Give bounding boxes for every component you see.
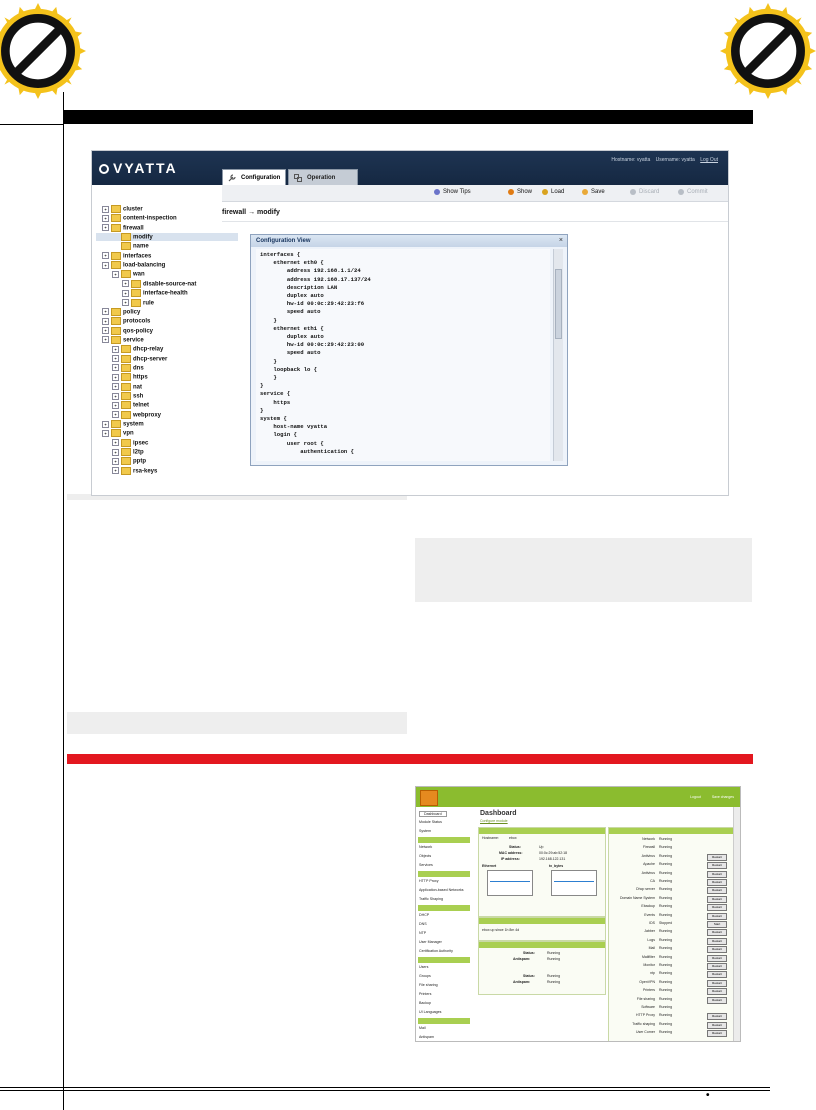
logout-link[interactable]: Logout bbox=[690, 795, 701, 799]
save-changes-link[interactable]: Save changes bbox=[711, 795, 734, 799]
tab-configuration[interactable]: Configuration bbox=[222, 169, 286, 185]
tree-item-dns[interactable]: + dns bbox=[112, 364, 144, 372]
ebox-logo-icon bbox=[420, 790, 438, 806]
mail-status-value: Running bbox=[547, 951, 561, 955]
tree-item-rule[interactable]: + rule bbox=[122, 299, 154, 307]
hostname-label: Hostname: bbox=[482, 836, 499, 840]
user-info bbox=[607, 157, 718, 163]
logout-link[interactable]: Log Out bbox=[700, 157, 718, 163]
vertical-scrollbar[interactable] bbox=[553, 249, 563, 461]
restart-button[interactable]: Restart bbox=[707, 971, 727, 978]
sidebar-item-users[interactable]: Users bbox=[419, 965, 429, 969]
tree-item-interfaces[interactable]: + interfaces bbox=[102, 252, 151, 260]
service-name: Antivirus bbox=[641, 853, 655, 858]
expand-icon[interactable]: + bbox=[102, 318, 109, 325]
restart-button[interactable]: Restart bbox=[707, 913, 727, 920]
restart-button[interactable]: Restart bbox=[707, 980, 727, 987]
service-status: Running bbox=[659, 845, 673, 850]
sidebar-item-application-based-networks[interactable]: Application-based Networks bbox=[419, 888, 464, 892]
mac-label: MAC address: bbox=[499, 851, 523, 855]
expand-icon[interactable]: + bbox=[112, 346, 119, 353]
expand-icon[interactable]: + bbox=[102, 215, 109, 222]
service-status: Running bbox=[659, 1013, 673, 1018]
status-label: Status: bbox=[509, 845, 521, 849]
tree-item-content-inspection[interactable]: + content-inspection bbox=[102, 214, 177, 222]
folder-icon bbox=[121, 457, 131, 465]
section-divider-red bbox=[67, 754, 753, 764]
tree-item-https[interactable]: + https bbox=[112, 373, 148, 381]
graph-label: Ethernet bbox=[482, 864, 497, 868]
discard-button[interactable]: Discard bbox=[630, 189, 659, 195]
expand-icon[interactable]: + bbox=[102, 252, 109, 259]
expand-icon[interactable]: + bbox=[102, 336, 109, 343]
folder-icon bbox=[121, 270, 131, 278]
restart-button[interactable]: Restart bbox=[707, 938, 727, 945]
page-title: Dashboard bbox=[480, 810, 517, 817]
service-name: Domain Name System bbox=[619, 895, 655, 900]
restart-button[interactable]: Restart bbox=[707, 1030, 727, 1037]
folder-icon bbox=[111, 214, 121, 222]
service-name: Logs bbox=[647, 937, 655, 942]
antispam-value: Running bbox=[547, 957, 561, 961]
close-icon[interactable]: × bbox=[558, 237, 563, 244]
show-icon bbox=[508, 189, 514, 195]
forbidden-badge-icon-left bbox=[0, 3, 86, 99]
sidebar-section-header bbox=[418, 905, 470, 911]
tree-item-policy[interactable]: + policy bbox=[102, 308, 140, 316]
tree-item-webproxy[interactable]: + webproxy bbox=[112, 411, 161, 419]
tree-item-telnet[interactable]: + telnet bbox=[112, 401, 149, 409]
service-status: Running bbox=[659, 963, 673, 967]
left-tick-rule bbox=[0, 124, 63, 125]
expand-icon[interactable]: + bbox=[102, 327, 109, 334]
dashboard-topbar bbox=[416, 787, 740, 807]
service-status: Running bbox=[659, 895, 673, 900]
folder-icon bbox=[131, 299, 141, 307]
username-text: Username: vyatta bbox=[655, 157, 695, 163]
sidebar-item-antispam[interactable]: Antispam bbox=[419, 1035, 434, 1039]
service-name: Monitor bbox=[643, 963, 655, 967]
sidebar-item-traffic-shaping[interactable]: Traffic Shaping bbox=[419, 897, 443, 901]
restart-button[interactable]: Restart bbox=[707, 946, 727, 953]
service-status: Running bbox=[659, 887, 673, 892]
restart-button[interactable]: Restart bbox=[707, 904, 727, 911]
expand-icon[interactable]: + bbox=[112, 374, 119, 381]
panel-header bbox=[479, 828, 605, 834]
service-status: Running bbox=[659, 954, 673, 959]
top-links bbox=[680, 795, 734, 799]
sidebar-item-objects[interactable]: Objects bbox=[419, 854, 432, 858]
vyatta-header bbox=[92, 151, 728, 185]
service-name: Network bbox=[642, 837, 655, 841]
service-name: OpenVPN bbox=[639, 979, 655, 984]
service-status: Running bbox=[659, 912, 673, 917]
restart-button[interactable]: Restart bbox=[707, 1022, 727, 1029]
gray-box bbox=[415, 538, 752, 602]
panel-header bbox=[609, 828, 733, 834]
service-status: Running bbox=[659, 929, 673, 934]
expand-icon[interactable]: + bbox=[112, 402, 119, 409]
folder-icon bbox=[111, 205, 121, 213]
page-mark: • bbox=[706, 1090, 710, 1101]
uptime-text: ebox up since 1h 8m 4d bbox=[482, 928, 520, 932]
traffic-graph bbox=[487, 870, 533, 896]
service-status: Running bbox=[659, 996, 673, 1001]
sidebar-item-groups[interactable]: Groups bbox=[419, 974, 431, 978]
expand-icon[interactable]: + bbox=[112, 449, 119, 456]
service-name: Printers bbox=[642, 988, 655, 993]
folder-icon bbox=[111, 261, 121, 269]
dialog-title: Configuration View × bbox=[251, 235, 567, 247]
header-bar bbox=[63, 110, 753, 124]
tree-item-load-balancing[interactable]: + load-balancing bbox=[102, 261, 165, 269]
scrollbar-thumb[interactable] bbox=[555, 269, 562, 339]
expand-icon[interactable]: + bbox=[122, 299, 129, 306]
vyatta-config-screenshot bbox=[91, 150, 729, 496]
config-tree bbox=[92, 203, 222, 495]
folder-icon bbox=[121, 233, 131, 241]
folder-icon bbox=[111, 327, 121, 335]
service-name: File sharing bbox=[636, 996, 655, 1001]
restart-button[interactable]: Restart bbox=[707, 997, 727, 1004]
footer-rule bbox=[0, 1087, 770, 1088]
restart-button[interactable]: Restart bbox=[707, 854, 727, 861]
wrench-icon bbox=[228, 174, 236, 182]
dashboard-sidebar bbox=[416, 809, 472, 1041]
sidebar-section-header bbox=[418, 957, 470, 963]
traffic-graph bbox=[551, 870, 597, 896]
service-status: Running bbox=[659, 971, 673, 976]
general-info-panel bbox=[478, 827, 606, 917]
tree-item-rsa-keys[interactable]: + rsa-keys bbox=[112, 467, 157, 475]
service-status: Stopped bbox=[659, 921, 673, 925]
configuration-view-dialog bbox=[250, 234, 568, 466]
service-status: Running bbox=[659, 870, 673, 875]
tree-item-pptp[interactable]: + pptp bbox=[112, 457, 146, 465]
service-name: HTTP Proxy bbox=[636, 1013, 655, 1018]
status-value: Up bbox=[539, 845, 544, 849]
sidebar-item-module-status[interactable]: Module Status bbox=[419, 820, 442, 824]
show-tips-button[interactable]: Show Tips bbox=[434, 189, 471, 195]
graph-label: tx_bytes bbox=[549, 864, 564, 868]
module-status-panel bbox=[608, 827, 734, 1042]
save-icon bbox=[582, 189, 588, 195]
restart-button[interactable]: Restart bbox=[707, 929, 727, 936]
service-status: Running bbox=[659, 937, 673, 942]
expand-icon[interactable]: + bbox=[102, 206, 109, 213]
show-button[interactable]: Show bbox=[508, 189, 532, 195]
tree-item-wan[interactable]: + wan bbox=[112, 270, 145, 278]
hostname-value: ebox bbox=[509, 836, 517, 840]
antispam-label: Antispam: bbox=[513, 980, 531, 984]
folder-icon bbox=[111, 252, 121, 260]
restart-button[interactable]: Restart bbox=[707, 862, 727, 869]
folder-icon bbox=[121, 439, 131, 447]
expand-icon[interactable]: + bbox=[102, 262, 109, 269]
service-status: Running bbox=[659, 862, 673, 867]
folder-icon bbox=[111, 420, 121, 428]
service-name: Ebackup bbox=[641, 904, 655, 909]
panel-header bbox=[479, 942, 605, 948]
sidebar-item-backup[interactable]: Backup bbox=[419, 1001, 431, 1005]
service-status: Running bbox=[659, 853, 673, 858]
service-status: Running bbox=[659, 1030, 673, 1035]
left-margin-rule bbox=[63, 92, 64, 1110]
restart-button[interactable]: Restart bbox=[707, 887, 727, 894]
folder-icon bbox=[121, 364, 131, 372]
folder-icon bbox=[121, 401, 131, 409]
mail-status-label: Status: bbox=[523, 974, 535, 978]
vyatta-toolbar bbox=[222, 185, 728, 202]
show-tips-icon bbox=[434, 189, 440, 195]
restart-button[interactable]: Restart bbox=[707, 879, 727, 886]
service-name: Traffic shaping bbox=[632, 1021, 655, 1026]
sidebar-item-certification-authority[interactable]: Certification Authority bbox=[419, 949, 453, 953]
sidebar-item-user-manager[interactable]: User Manager bbox=[419, 940, 442, 944]
expand-icon[interactable]: + bbox=[102, 308, 109, 315]
service-name: ntp bbox=[650, 971, 655, 976]
expand-icon[interactable]: + bbox=[122, 280, 129, 287]
restart-button[interactable]: Restart bbox=[707, 955, 727, 962]
sidebar-item-http-proxy[interactable]: HTTP Proxy bbox=[419, 879, 439, 883]
expand-icon[interactable]: + bbox=[112, 467, 119, 474]
folder-icon bbox=[111, 224, 121, 232]
sidebar-section-header bbox=[418, 871, 470, 877]
service-name: User Corner bbox=[635, 1030, 655, 1035]
mac-value: 00:0c:29:ab:52:18 bbox=[539, 851, 568, 855]
sidebar-item-ui-languages[interactable]: UI Languages bbox=[419, 1010, 442, 1014]
sidebar-item-printers[interactable]: Printers bbox=[419, 992, 432, 996]
restart-button[interactable]: Restart bbox=[707, 963, 727, 970]
service-name: Jabber bbox=[644, 929, 655, 934]
folder-icon bbox=[131, 289, 141, 297]
folder-icon bbox=[121, 345, 131, 353]
service-status: Running bbox=[659, 946, 673, 951]
service-status: Running bbox=[659, 1005, 673, 1009]
expand-icon[interactable]: + bbox=[112, 364, 119, 371]
ip-label: IP address: bbox=[501, 857, 520, 861]
service-status: Running bbox=[659, 988, 673, 993]
expand-icon[interactable]: + bbox=[112, 355, 119, 362]
save-button[interactable]: Save bbox=[582, 189, 605, 195]
service-name: Apache bbox=[643, 862, 655, 867]
expand-icon[interactable]: + bbox=[112, 411, 119, 418]
commit-button[interactable]: Commit bbox=[678, 189, 708, 195]
service-status: Running bbox=[659, 904, 673, 909]
service-status: Running bbox=[659, 837, 673, 841]
breadcrumb-divider bbox=[222, 221, 728, 222]
expand-icon[interactable]: + bbox=[102, 224, 109, 231]
sidebar-item-dns[interactable]: DNS bbox=[419, 922, 427, 926]
operation-icon bbox=[294, 174, 302, 182]
discard-icon bbox=[630, 189, 636, 195]
service-name: Events bbox=[644, 912, 655, 917]
expand-icon[interactable]: + bbox=[112, 383, 119, 390]
folder-icon bbox=[121, 467, 131, 475]
tree-item-disable-source-nat[interactable]: + disable-source-nat bbox=[122, 280, 196, 288]
expand-icon[interactable]: + bbox=[112, 458, 119, 465]
service-name: Dhcp server bbox=[636, 887, 655, 892]
sidebar-section-header bbox=[418, 1018, 470, 1024]
tree-item-system[interactable]: + system bbox=[102, 420, 144, 428]
restart-button[interactable]: Restart bbox=[707, 871, 727, 878]
ip-value: 192.168.122.131 bbox=[539, 857, 566, 861]
folder-icon bbox=[131, 280, 141, 288]
antispam-value: Running bbox=[547, 980, 561, 984]
restart-button[interactable]: Restart bbox=[707, 1013, 727, 1020]
antispam-label: Antispam: bbox=[513, 957, 531, 961]
sidebar-item-network[interactable]: Network bbox=[419, 845, 433, 849]
folder-icon bbox=[121, 392, 131, 400]
forbidden-badge-icon-right bbox=[720, 3, 816, 99]
sidebar-item-mail[interactable]: Mail bbox=[419, 1026, 426, 1030]
service-status: Running bbox=[659, 879, 673, 883]
service-name: Software bbox=[641, 1005, 655, 1009]
tree-item-dhcp-relay[interactable]: + dhcp-relay bbox=[112, 345, 163, 353]
panel-header bbox=[479, 918, 605, 924]
load-button[interactable]: Load bbox=[542, 189, 564, 195]
commit-icon bbox=[678, 189, 684, 195]
folder-icon bbox=[121, 383, 131, 391]
tree-item-ipsec[interactable]: + ipsec bbox=[112, 439, 148, 447]
tree-item-ssh[interactable]: + ssh bbox=[112, 392, 143, 400]
vertical-scrollbar[interactable] bbox=[733, 807, 740, 1041]
configure-link[interactable]: Configure module bbox=[480, 819, 508, 823]
expand-icon[interactable]: + bbox=[112, 393, 119, 400]
vyatta-logo-mark-icon bbox=[99, 164, 109, 174]
sidebar-item-dashboard[interactable]: Dashboard bbox=[419, 811, 447, 817]
config-text: interfaces { ethernet eth0 { address 192.168.1.1/24 address 192.168.17.137/24 description LAN duplex auto hw-id 00:0c:29:42:23:f6 speed auto } ethernet eth1 { duplex auto hw-id 00:0c:29:42:23:00 speed auto } loopback lo { } } service { https } system { host-name vyatta login { user root { authentication { bbox=[260, 251, 371, 455]
service-name: Antivirus bbox=[641, 870, 655, 875]
sidebar-item-dhcp[interactable]: DHCP bbox=[419, 913, 430, 917]
footer-rule-2 bbox=[0, 1090, 770, 1091]
vyatta-logo: VYATTA bbox=[99, 160, 178, 176]
tree-item-protocols[interactable]: + protocols bbox=[102, 317, 150, 325]
service-name: Mail bbox=[648, 946, 655, 951]
expand-icon[interactable]: + bbox=[112, 271, 119, 278]
sidebar-item-file-sharing[interactable]: File sharing bbox=[419, 983, 438, 987]
folder-icon bbox=[111, 308, 121, 316]
tree-item-name[interactable]: name bbox=[112, 242, 149, 250]
folder-icon bbox=[121, 355, 131, 363]
tree-item-cluster[interactable]: + cluster bbox=[102, 205, 143, 213]
tree-item-modify[interactable]: modify bbox=[96, 233, 238, 241]
tree-item-nat[interactable]: + nat bbox=[112, 383, 142, 391]
expand-icon[interactable]: + bbox=[102, 421, 109, 428]
expand-icon[interactable]: + bbox=[122, 290, 129, 297]
tree-item-vpn[interactable]: + vpn bbox=[102, 429, 134, 437]
hostname-text: Hostname: vyatta bbox=[611, 157, 651, 163]
expand-icon[interactable]: + bbox=[102, 430, 109, 437]
gray-bar bbox=[67, 712, 407, 734]
config-text-area[interactable] bbox=[256, 249, 550, 461]
restart-button[interactable]: Restart bbox=[707, 988, 727, 995]
mail-panel bbox=[478, 941, 606, 995]
tree-item-service[interactable]: + service bbox=[102, 336, 144, 344]
tree-item-dhcp-server[interactable]: + dhcp-server bbox=[112, 355, 167, 363]
uptime-panel bbox=[478, 917, 606, 941]
sidebar-section-header bbox=[418, 837, 470, 843]
service-status: Running bbox=[659, 979, 673, 984]
tree-item-qos-policy[interactable]: + qos-policy bbox=[102, 327, 153, 335]
sidebar-item-services[interactable]: Services bbox=[419, 863, 433, 867]
folder-icon bbox=[111, 429, 121, 437]
service-name: CA bbox=[650, 879, 655, 883]
mail-status-value: Running bbox=[547, 974, 561, 978]
mail-status-label: Status: bbox=[523, 951, 535, 955]
service-name: IDS bbox=[649, 921, 655, 925]
sidebar-item-system[interactable]: System bbox=[419, 829, 431, 833]
expand-icon[interactable]: + bbox=[112, 439, 119, 446]
tree-item-firewall[interactable]: + firewall bbox=[102, 224, 144, 232]
restart-button[interactable]: Start bbox=[707, 921, 727, 928]
breadcrumb: firewall → modify bbox=[222, 209, 280, 216]
tree-item-interface-health[interactable]: + interface-health bbox=[122, 289, 188, 297]
load-icon bbox=[542, 189, 548, 195]
folder-icon bbox=[121, 373, 131, 381]
tree-item-l2tp[interactable]: + l2tp bbox=[112, 448, 144, 456]
sidebar-item-ntp[interactable]: NTP bbox=[419, 931, 427, 935]
service-status: Running bbox=[659, 1021, 673, 1026]
tab-operation[interactable]: Operation bbox=[288, 169, 358, 185]
folder-icon bbox=[111, 317, 121, 325]
restart-button[interactable]: Restart bbox=[707, 896, 727, 903]
folder-icon bbox=[121, 242, 131, 250]
service-name: Firewall bbox=[642, 845, 655, 850]
ebox-dashboard-screenshot bbox=[415, 786, 741, 1042]
folder-icon bbox=[121, 411, 131, 419]
folder-icon bbox=[121, 448, 131, 456]
folder-icon bbox=[111, 336, 121, 344]
service-name: Mailfilter bbox=[641, 954, 655, 959]
